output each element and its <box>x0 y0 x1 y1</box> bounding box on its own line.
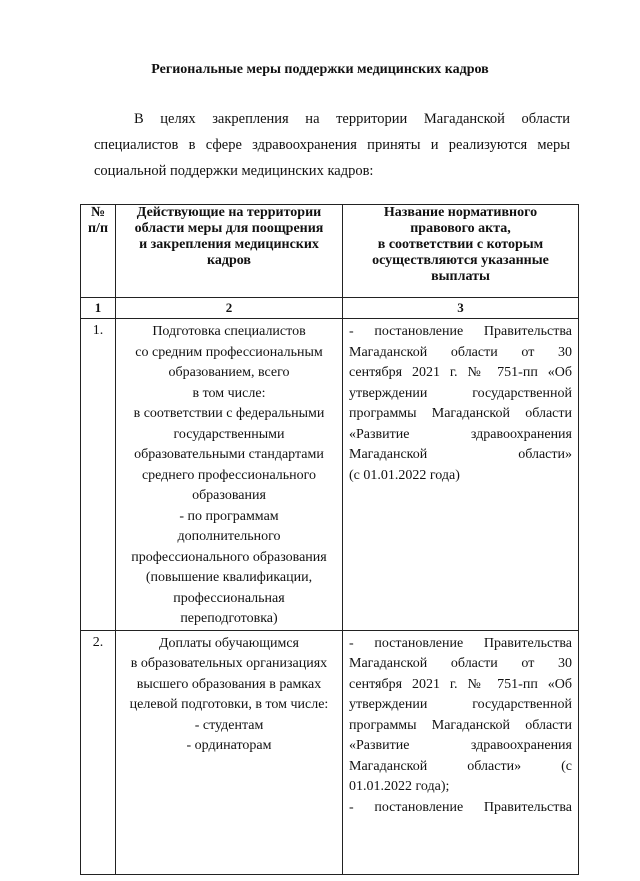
header-measures: Действующие на территории области меры для поощрения и закрепления медицинских кадров <box>116 205 343 298</box>
table-header-row <box>81 205 579 298</box>
page-title: Региональные меры поддержки медицинских кадров <box>151 62 489 77</box>
measure-cell: Доплаты обучающимся в образовательных организациях высшего образования в рамках целевой подготовки, в том числе: - студентам - ординаторам <box>116 630 343 874</box>
intro-line: В целях закрепления на территории Магаданской области <box>134 111 570 127</box>
header-number: № п/п <box>81 205 116 298</box>
column-number: 2 <box>116 298 343 319</box>
header-legal-act: Название нормативного правового акта, в соответствии с которым осуществляются указанные выплаты <box>343 205 579 298</box>
measure-cell: Подготовка специалистов со средним профессиональным образованием, всего в том числе: в соответствии с федеральными государственными образовательными стандартами среднего профессионального образования - по программам дополнительного профессионального образования (повышение квалификации, профессиональная переподготовка) <box>116 319 343 631</box>
intro-line: социальной поддержки медицинских кадров: <box>94 163 374 179</box>
column-number: 3 <box>343 298 579 319</box>
legal-act-cell: - постановление Правительства Магаданской области от 30 сентября 2021 г. № 751-пп «Об утверждении государственной программы Магаданской области «Развитие здравоохранения Магаданской области» (с 01.01.2022 года); - постановление Правительства <box>343 630 579 874</box>
support-measures-table <box>80 204 579 875</box>
table-row <box>81 319 579 631</box>
row-number: 1. <box>81 319 116 631</box>
legal-act-cell: - постановление Правительства Магаданской области от 30 сентября 2021 г. № 751-пп «Об утверждении государственной программы Магаданской области «Развитие здравоохранения Магаданской области» (с 01.01.2022 года) <box>343 319 579 631</box>
table-row <box>81 630 579 874</box>
intro-paragraph <box>94 106 570 184</box>
column-number: 1 <box>81 298 116 319</box>
row-number: 2. <box>81 630 116 874</box>
intro-line: специалистов в сфере здравоохранения приняты и реализуются меры <box>94 137 570 153</box>
column-number-row <box>81 298 579 319</box>
